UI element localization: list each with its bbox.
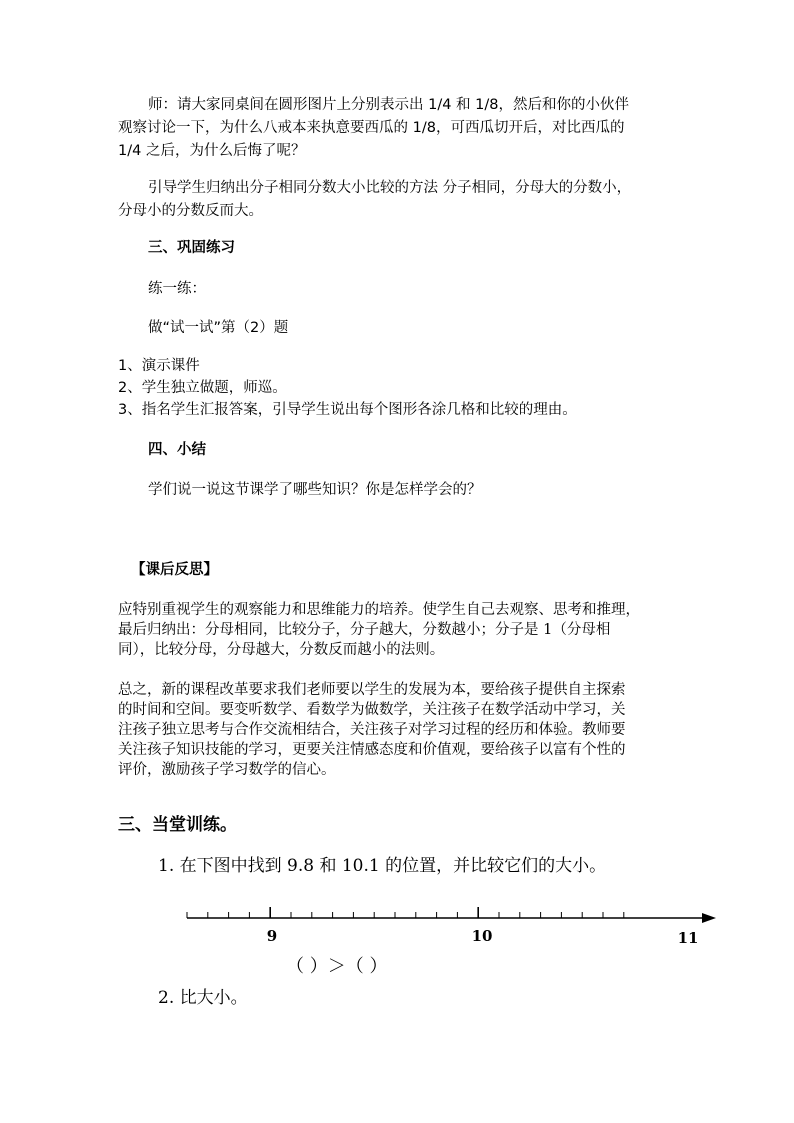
paragraph-line: 分母小的分数反而大。	[118, 203, 263, 219]
paragraph-line: 1/4 之后，为什么后悔了呢？	[118, 143, 306, 159]
question-2: 2. 比大小。	[158, 988, 248, 1008]
question-1: 1. 在下图中找到 9.8 和 10.1 的位置，并比较它们的大小。	[158, 856, 607, 876]
number-line	[150, 898, 730, 978]
paragraph-line: 同），比较分母，分母越大，分数反而越小的法则。	[118, 642, 445, 658]
section-heading-summary: 四、小结	[148, 442, 206, 458]
paragraph-line: 关注孩子知识技能的学习，更要关注情感态度和价值观，要给孩子以富有个性的	[118, 742, 626, 758]
paragraph-line: 师：请大家同桌间在圆形图片上分别表示出 1/4 和 1/8，然后和你的小伙伴	[148, 97, 629, 113]
paragraph-line: 观察讨论一下，为什么八戒本来执意要西瓜的 1/8，可西瓜切开后，对比西瓜的	[118, 120, 625, 136]
practice-label: 练一练：	[148, 281, 206, 297]
tick-label: 9	[266, 927, 278, 945]
paragraph-line: 总之，新的课程改革要求我们老师要以学生的发展为本，要给孩子提供自主探索	[118, 682, 626, 698]
list-item: 3、指名学生汇报答案，引导学生说出每个图形各涂几格和比较的理由。	[118, 402, 577, 418]
paragraph-line: 最后归纳出：分母相同，比较分子，分子越大，分数越小；分子是 1（分母相	[118, 622, 611, 638]
tick-label: 11	[677, 929, 699, 947]
tick-label: 10	[471, 927, 493, 945]
reflection-heading: 【课后反思】	[131, 562, 218, 578]
paragraph-line: 的时间和空间。要变听数学、看数学为做数学，关注孩子在数学活动中学习，关	[118, 702, 626, 718]
paragraph-line: 应特别重视学生的观察能力和思维能力的培养。使学生自己去观察、思考和推理，	[118, 602, 640, 618]
section-heading-practice: 三、巩固练习	[148, 240, 235, 256]
arrow-head	[702, 913, 716, 923]
paragraph-line: 评价，激励孩子学习数学的信心。	[118, 762, 336, 778]
list-item: 1、演示课件	[118, 358, 200, 374]
practice-task: 做“试一试”第（2）题	[148, 320, 289, 336]
section-heading-training: 三、当堂训练。	[118, 815, 237, 835]
list-item: 2、学生独立做题，师巡。	[118, 380, 287, 396]
comparison-blanks: （ ）＞（ ）	[286, 956, 388, 977]
paragraph-line: 引导学生归纳出分子相同分数大小比较的方法 分子相同，分母大的分数小，	[148, 180, 632, 196]
paragraph-line: 注孩子独立思考与合作交流相结合，关注孩子对学习过程的经历和体验。教师要	[118, 722, 626, 738]
summary-text: 学们说一说这节课学了哪些知识？你是怎样学会的？	[148, 482, 482, 498]
